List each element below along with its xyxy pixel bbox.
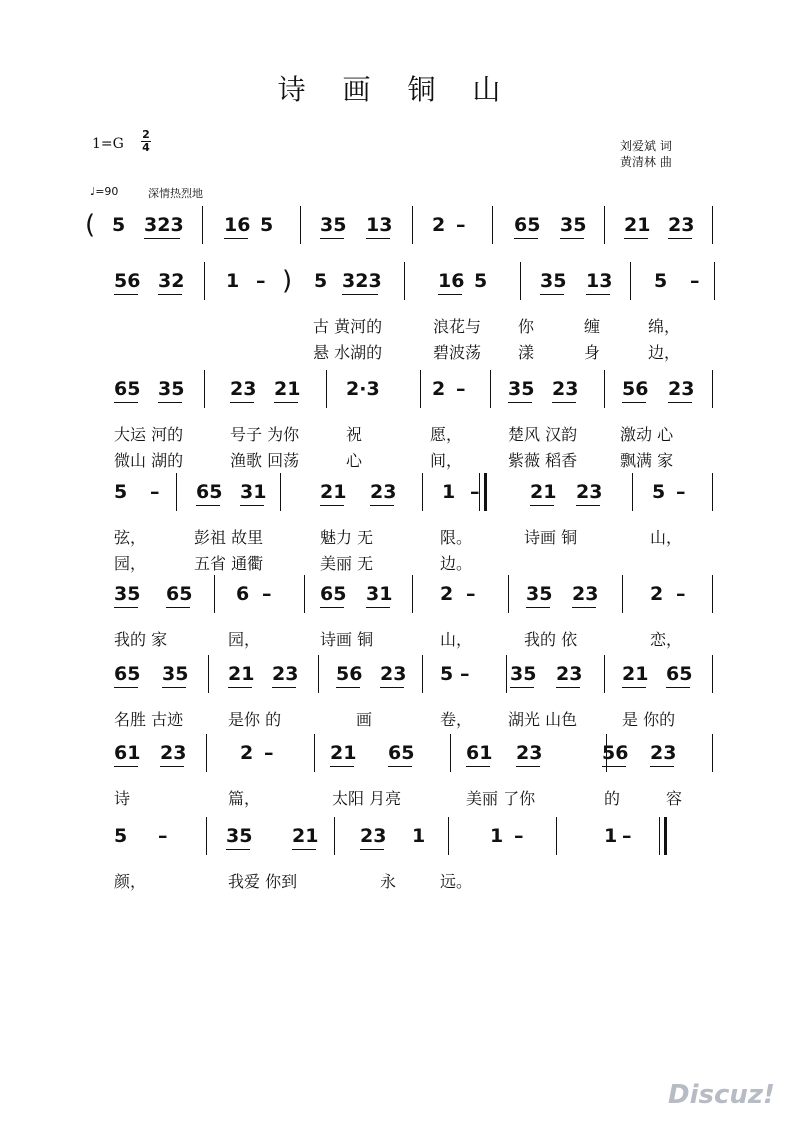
- note-group: 23: [552, 378, 579, 400]
- lyric-text: 心: [346, 451, 363, 470]
- barline: [664, 817, 667, 855]
- barline: [448, 817, 449, 855]
- lyric-text: 美丽 了你: [466, 789, 536, 808]
- beam-underline: [466, 766, 490, 767]
- beam-underline: [560, 238, 584, 239]
- note-group: –: [470, 481, 480, 503]
- note-group: –: [256, 270, 266, 292]
- lyric-text: 篇，: [228, 789, 261, 808]
- note-group: 1: [490, 825, 504, 847]
- lyric-text: 激动 心: [620, 425, 674, 444]
- barline: [422, 655, 423, 693]
- lyric-text: 诗: [114, 789, 131, 808]
- note-group: 23: [230, 378, 257, 400]
- lyric-text: 园，: [228, 630, 261, 649]
- note-group: –: [456, 378, 466, 400]
- beam-underline: [366, 607, 390, 608]
- barline: [604, 655, 605, 693]
- beam-underline: [540, 294, 564, 295]
- beam-underline: [330, 766, 354, 767]
- score-line: [0, 266, 792, 362]
- barline: [206, 734, 207, 772]
- barline: [206, 817, 207, 855]
- note-group: 5: [654, 270, 668, 292]
- lyric-text: 诗画 铜: [524, 528, 578, 547]
- note-group: 35: [510, 663, 537, 685]
- note-group: 1: [226, 270, 240, 292]
- lyric-text: 间，: [430, 451, 463, 470]
- note-group: 32: [158, 270, 185, 292]
- lyric-text: 山，: [440, 630, 473, 649]
- beam-underline: [114, 687, 138, 688]
- lyric-text: 颜，: [114, 872, 147, 891]
- note-group: 13: [586, 270, 613, 292]
- note-group: 21: [274, 378, 301, 400]
- beam-underline: [668, 238, 692, 239]
- beam-underline: [576, 505, 600, 506]
- lyric-text: 的: [604, 789, 621, 808]
- note-group: 21: [320, 481, 347, 503]
- score-line: [0, 742, 792, 832]
- lyric-text: 诗画 铜: [320, 630, 374, 649]
- barline: [712, 370, 713, 408]
- beam-underline: [272, 687, 296, 688]
- barline: [214, 575, 215, 613]
- lyric-text: 太阳 月亮: [332, 789, 402, 808]
- note-group: 13: [366, 214, 393, 236]
- song-title: 诗 画 铜 山: [277, 73, 515, 106]
- note-group: 5: [260, 214, 274, 236]
- barline: [492, 206, 493, 244]
- lyric-text: 愿，: [430, 425, 463, 444]
- lyric-text: 恋，: [650, 630, 683, 649]
- barline: [326, 370, 327, 408]
- note-group: 35: [158, 378, 185, 400]
- beam-underline: [514, 238, 538, 239]
- note-group: 5: [440, 663, 454, 685]
- lyric-text: 画: [356, 710, 373, 729]
- beam-underline: [158, 294, 182, 295]
- note-group: –: [676, 481, 686, 503]
- barline: [622, 575, 623, 613]
- note-group: 2: [440, 583, 454, 605]
- lyric-text: 渔歌 回荡: [230, 451, 300, 470]
- note-group: 5: [474, 270, 488, 292]
- barline: [632, 473, 633, 511]
- lyric-text: 是 你的: [622, 710, 676, 729]
- note-group: 21: [330, 742, 357, 764]
- note-group: –: [262, 583, 272, 605]
- lyric-text: 祝: [346, 425, 363, 444]
- beam-underline: [602, 766, 626, 767]
- barline: [490, 370, 491, 408]
- beam-underline: [114, 766, 138, 767]
- lyric-text: 我爱 你到: [228, 872, 298, 891]
- lyric-text: 飘满 家: [620, 451, 674, 470]
- beam-underline: [162, 687, 186, 688]
- beam-underline: [230, 402, 254, 403]
- lyric-text: 限。: [440, 528, 473, 547]
- beam-underline: [360, 849, 384, 850]
- beam-underline: [388, 766, 412, 767]
- beam-underline: [622, 402, 646, 403]
- note-group: 23: [360, 825, 387, 847]
- note-group: 61: [466, 742, 493, 764]
- note-group: 23: [572, 583, 599, 605]
- note-group: 1: [604, 825, 618, 847]
- tempo-mark: ♩=90: [90, 185, 119, 198]
- note-group: 65: [114, 378, 141, 400]
- beam-underline: [114, 294, 138, 295]
- note-group: –: [690, 270, 700, 292]
- beam-underline: [366, 238, 390, 239]
- note-group: 56: [622, 378, 649, 400]
- barline: [712, 473, 713, 511]
- beam-underline: [380, 687, 404, 688]
- beam-underline: [370, 505, 394, 506]
- note-group: 23: [668, 214, 695, 236]
- note-group: 1: [412, 825, 426, 847]
- barline: [300, 206, 301, 244]
- note-group: 2: [240, 742, 254, 764]
- note-group: 23: [576, 481, 603, 503]
- beam-underline: [650, 766, 674, 767]
- barline: [484, 473, 487, 511]
- beam-underline: [114, 607, 138, 608]
- note-group: 5: [314, 270, 328, 292]
- note-group: 21: [624, 214, 651, 236]
- lyric-text: 名胜 古迹: [114, 710, 184, 729]
- beam-underline: [666, 687, 690, 688]
- note-group: 6: [236, 583, 250, 605]
- barline: [202, 206, 203, 244]
- beam-underline: [166, 607, 190, 608]
- repeat-parenthesis: (: [85, 210, 96, 240]
- beam-underline: [624, 238, 648, 239]
- lyric-text: 你: [518, 317, 535, 336]
- note-group: 35: [540, 270, 567, 292]
- lyric-text: 彭祖 故里: [194, 528, 264, 547]
- note-group: 23: [160, 742, 187, 764]
- note-group: 65: [320, 583, 347, 605]
- score-line: [0, 481, 792, 571]
- lyricist-credit: 刘爱斌 词: [620, 139, 672, 153]
- barline: [556, 817, 557, 855]
- note-group: 323: [342, 270, 382, 292]
- beam-underline: [292, 849, 316, 850]
- score-line: [0, 583, 792, 673]
- barline: [420, 370, 421, 408]
- note-group: 1: [442, 481, 456, 503]
- barline: [208, 655, 209, 693]
- note-group: 56: [336, 663, 363, 685]
- note-group: 56: [114, 270, 141, 292]
- lyric-text: 我的 家: [114, 630, 168, 649]
- beam-underline: [342, 294, 378, 295]
- time-sig-top: 2: [142, 128, 150, 141]
- note-group: 2·3: [346, 378, 380, 400]
- beam-underline: [552, 402, 576, 403]
- note-group: 56: [602, 742, 629, 764]
- note-group: 21: [292, 825, 319, 847]
- beam-underline: [226, 849, 250, 850]
- note-group: 23: [668, 378, 695, 400]
- note-group: 31: [366, 583, 393, 605]
- time-signature: [141, 129, 151, 154]
- lyric-text: 永: [380, 872, 397, 891]
- note-group: 65: [514, 214, 541, 236]
- score-line: [0, 378, 792, 468]
- note-group: –: [158, 825, 168, 847]
- beam-underline: [516, 766, 540, 767]
- lyric-text: 园，: [114, 554, 147, 573]
- barline: [712, 206, 713, 244]
- composer-credit: 黄清林 曲: [620, 155, 672, 169]
- beam-underline: [114, 402, 138, 403]
- lyric-text: 弦，: [114, 528, 147, 547]
- note-group: 65: [166, 583, 193, 605]
- barline: [712, 655, 713, 693]
- beam-underline: [336, 687, 360, 688]
- beam-underline: [586, 294, 610, 295]
- beam-underline: [144, 238, 180, 239]
- note-group: –: [264, 742, 274, 764]
- barline: [630, 262, 631, 300]
- lyric-text: 大运 河的: [114, 425, 184, 444]
- lyric-text: 号子 为你: [230, 425, 300, 444]
- note-group: 5: [114, 825, 128, 847]
- lyric-text: 容: [666, 789, 683, 808]
- barline: [714, 262, 715, 300]
- note-group: –: [514, 825, 524, 847]
- beam-underline: [320, 607, 344, 608]
- lyric-text: 是你 的: [228, 710, 282, 729]
- lyric-text: 魅力 无: [320, 528, 374, 547]
- beam-underline: [438, 294, 462, 295]
- barline: [712, 734, 713, 772]
- lyric-text: 古 黄河的: [313, 317, 383, 336]
- note-group: 2: [432, 378, 446, 400]
- lyric-text: 微山 湖的: [114, 451, 184, 470]
- lyric-text: 边，: [648, 343, 681, 362]
- note-group: 2: [650, 583, 664, 605]
- lyric-text: 绵，: [648, 317, 681, 336]
- barline-thin: [659, 817, 660, 855]
- beam-underline: [320, 238, 344, 239]
- note-group: 23: [380, 663, 407, 685]
- beam-underline: [224, 238, 248, 239]
- barline: [314, 734, 315, 772]
- lyric-text: 身: [584, 343, 601, 362]
- note-group: 323: [144, 214, 184, 236]
- note-group: 35: [226, 825, 253, 847]
- barline-thin: [479, 473, 480, 511]
- beam-underline: [510, 687, 534, 688]
- note-group: 35: [162, 663, 189, 685]
- note-group: 35: [114, 583, 141, 605]
- lyric-text: 山，: [650, 528, 683, 547]
- note-group: –: [460, 663, 470, 685]
- lyric-text: 缠: [584, 317, 601, 336]
- note-group: 65: [196, 481, 223, 503]
- lyric-text: 浪花与: [433, 317, 482, 336]
- lyric-text: 湖光 山色: [508, 710, 578, 729]
- beam-underline: [526, 607, 550, 608]
- beam-underline: [240, 505, 264, 506]
- barline: [412, 206, 413, 244]
- score-line: [0, 663, 792, 753]
- barline: [412, 575, 413, 613]
- lyric-text: 美丽 无: [320, 554, 374, 573]
- note-group: 5: [652, 481, 666, 503]
- lyric-text: 我的 依: [524, 630, 578, 649]
- barline: [304, 575, 305, 613]
- barline: [604, 206, 605, 244]
- barline: [404, 262, 405, 300]
- note-group: 21: [228, 663, 255, 685]
- barline: [280, 473, 281, 511]
- lyric-text: 楚风 汉韵: [508, 425, 578, 444]
- time-sig-bottom: 4: [142, 141, 150, 154]
- lyric-text: 漾: [518, 343, 535, 362]
- note-group: 35: [508, 378, 535, 400]
- lyric-text: 紫薇 稻香: [508, 451, 578, 470]
- note-group: 23: [556, 663, 583, 685]
- key-signature: 1=G: [92, 136, 124, 152]
- note-group: 35: [320, 214, 347, 236]
- note-group: –: [466, 583, 476, 605]
- beam-underline: [196, 505, 220, 506]
- barline: [176, 473, 177, 511]
- barline: [506, 655, 507, 693]
- barline: [604, 370, 605, 408]
- note-group: 5: [112, 214, 126, 236]
- barline: [712, 575, 713, 613]
- note-group: 23: [370, 481, 397, 503]
- barline: [334, 817, 335, 855]
- note-group: 23: [650, 742, 677, 764]
- note-group: –: [456, 214, 466, 236]
- note-group: 16: [438, 270, 465, 292]
- note-group: 23: [516, 742, 543, 764]
- beam-underline: [668, 402, 692, 403]
- note-group: 65: [666, 663, 693, 685]
- note-group: 61: [114, 742, 141, 764]
- beam-underline: [228, 687, 252, 688]
- lyric-text: 卷，: [440, 710, 473, 729]
- note-group: 21: [530, 481, 557, 503]
- lyric-text: 五省 通衢: [194, 554, 264, 573]
- note-group: 65: [388, 742, 415, 764]
- watermark-logo: Discuz!: [668, 1080, 775, 1110]
- repeat-parenthesis: ): [282, 266, 293, 296]
- note-group: 5: [114, 481, 128, 503]
- note-group: 35: [560, 214, 587, 236]
- note-group: –: [622, 825, 632, 847]
- beam-underline: [160, 766, 184, 767]
- note-group: 2: [432, 214, 446, 236]
- barline: [318, 655, 319, 693]
- beam-underline: [320, 505, 344, 506]
- barline: [204, 262, 205, 300]
- beam-underline: [622, 687, 646, 688]
- note-group: –: [676, 583, 686, 605]
- beam-underline: [530, 505, 554, 506]
- lyric-text: 边。: [440, 554, 473, 573]
- beam-underline: [572, 607, 596, 608]
- note-group: 23: [272, 663, 299, 685]
- lyric-text: 远。: [440, 872, 473, 891]
- score-line: [0, 825, 792, 915]
- note-group: 21: [622, 663, 649, 685]
- lyric-text: 悬 水湖的: [313, 343, 383, 362]
- note-group: 16: [224, 214, 251, 236]
- beam-underline: [274, 402, 298, 403]
- beam-underline: [158, 402, 182, 403]
- barline: [450, 734, 451, 772]
- barline: [508, 575, 509, 613]
- expression-mark: 深情热烈地: [148, 187, 203, 200]
- barline: [204, 370, 205, 408]
- barline: [422, 473, 423, 511]
- beam-underline: [556, 687, 580, 688]
- barline: [520, 262, 521, 300]
- note-group: –: [150, 481, 160, 503]
- lyric-text: 碧波荡: [433, 343, 482, 362]
- beam-underline: [508, 402, 532, 403]
- note-group: 35: [526, 583, 553, 605]
- note-group: 65: [114, 663, 141, 685]
- note-group: 31: [240, 481, 267, 503]
